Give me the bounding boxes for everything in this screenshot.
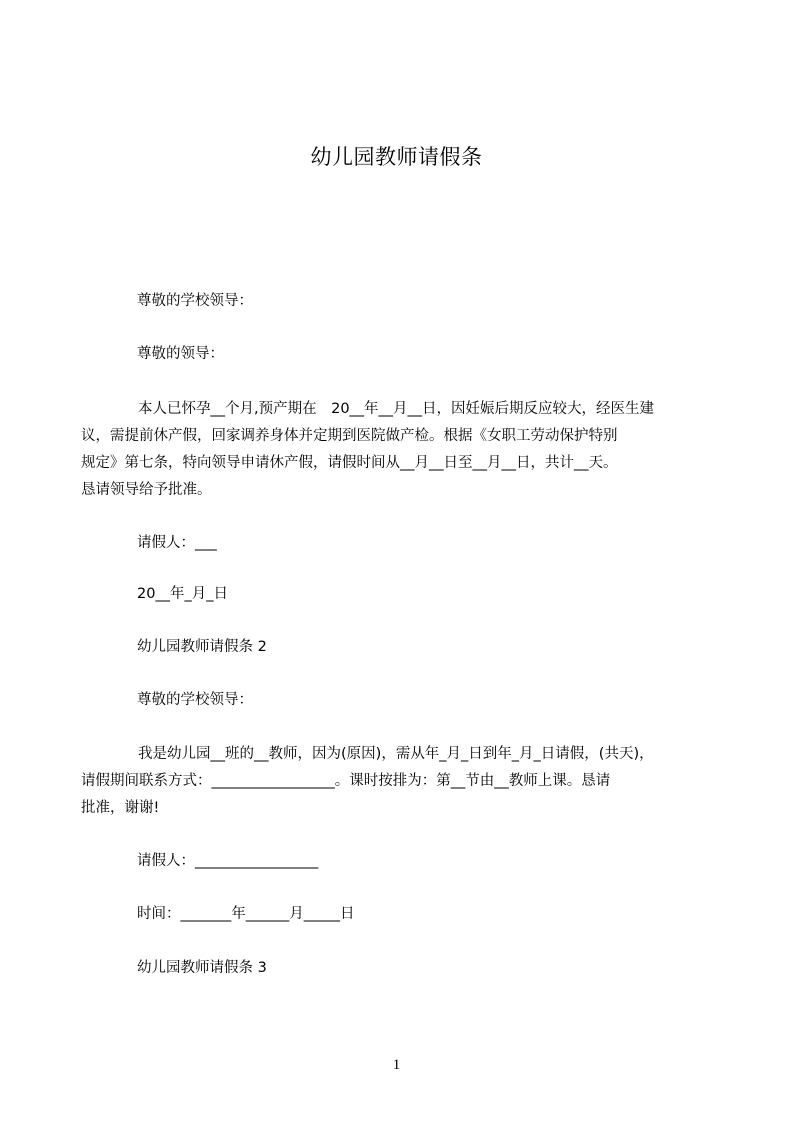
page-number: 1 (392, 1057, 401, 1073)
paragraph-line: 请假期间联系方式：_________________。课时按排为：第__节由__教师上课。恳请 (81, 773, 611, 789)
salutation-leaders: 尊敬的领导： (137, 346, 224, 362)
paragraph-line: 议，需提前休产假，回家调养身体并定期到医院做产检。根据《女职工劳动保护特别 (81, 428, 618, 444)
section-heading-3: 幼儿园教师请假条 3 (137, 960, 267, 976)
salutation-school-leaders: 尊敬的学校领导： (137, 293, 253, 309)
leave-request-paragraph (81, 741, 706, 822)
date-line: 20__年_月_日 (137, 586, 228, 602)
time-line: 时间：_______年______月_____日 (137, 906, 355, 922)
salutation-school-leaders-2: 尊敬的学校领导： (137, 692, 253, 708)
applicant-signature-line: 请假人：___ (137, 535, 217, 551)
paragraph-line: 批准，谢谢! (81, 800, 160, 816)
paragraph-line: 我是幼儿园__班的__教师，因为(原因)，需从年_月_日到年_月_日请假，(共天)， (138, 746, 654, 762)
document-title: 幼儿园教师请假条 (310, 145, 483, 169)
applicant-signature-line-2: 请假人：_________________ (137, 853, 319, 869)
paragraph-line: 本人已怀孕__个月,预产期在 20__年__月__日，因妊娠后期反应较大，经医生建 (138, 401, 655, 417)
maternity-leave-paragraph (81, 396, 706, 504)
section-heading-2: 幼儿园教师请假条 2 (137, 639, 267, 655)
paragraph-line: 恳请领导给予批准。 (81, 482, 212, 498)
paragraph-line: 规定》第七条，特向领导申请休产假，请假时间从__月__日至__月__日，共计__天。 (81, 455, 618, 471)
